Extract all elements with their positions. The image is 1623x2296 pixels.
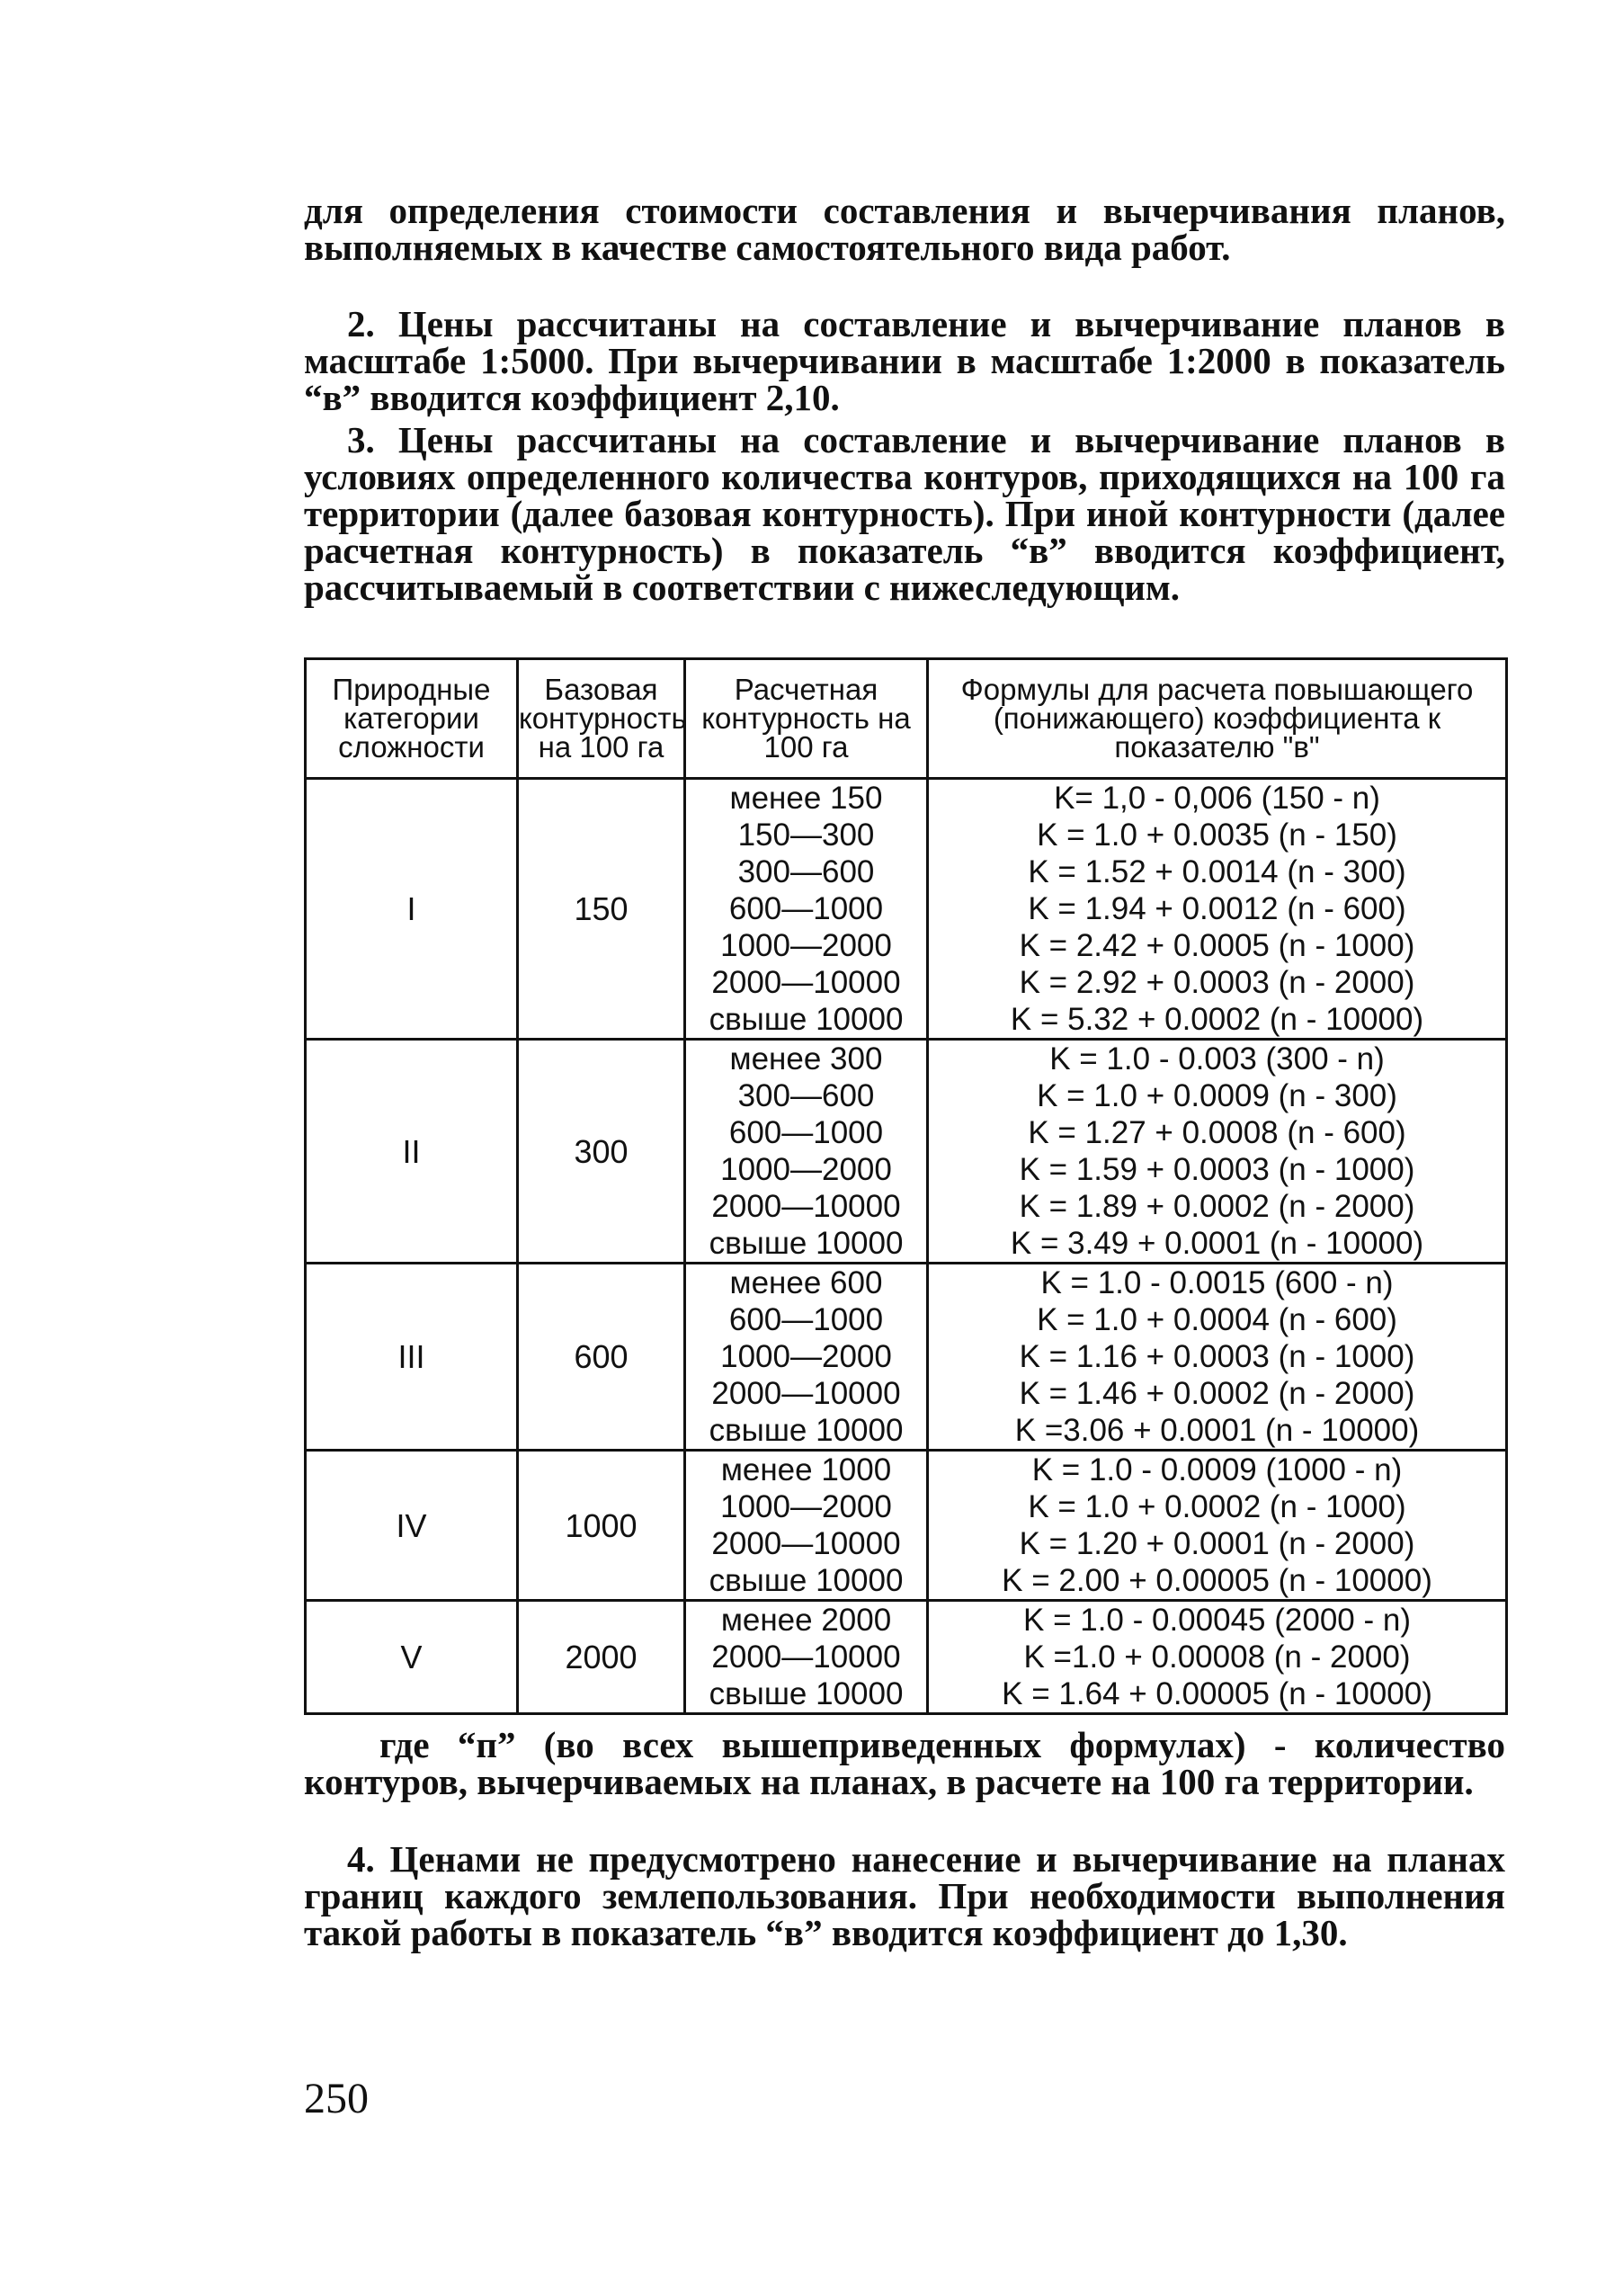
formula-cell: K = 1.0 - 0.0009 (1000 - n) xyxy=(928,1451,1507,1489)
table-body xyxy=(306,779,1507,1714)
category-cell: III xyxy=(306,1264,518,1451)
formula-cell: K = 1.0 + 0.0035 (n - 150) xyxy=(928,817,1507,853)
category-cell: I xyxy=(306,779,518,1040)
table-row xyxy=(306,1040,1507,1078)
paragraph-item-4: 4. Ценами не предусмотрено нанесение и вычерчивание на планах границ каждого землепользования. При необходимости выполнения такой работы в показатель “в” вводится коэффициент до 1,30. xyxy=(304,1838,1505,1953)
formula-cell: K = 2.00 + 0.00005 (n - 10000) xyxy=(928,1562,1507,1601)
paragraph-item-3: 3. Цены рассчитаны на составление и вычерчивание планов в условиях определенного количества контуров, приходящихся на 100 га территории (далее базовая контурность). При иной контурности (далее расчетная контурность) в показатель “в” вводится коэффициент, рассчитываемый в соответствии с нижеследующим. xyxy=(304,419,1505,608)
table-row xyxy=(306,1451,1507,1489)
calc-contour-cell: 1000—2000 xyxy=(685,927,928,964)
calc-contour-cell: 1000—2000 xyxy=(685,1151,928,1188)
formula-cell: K = 1.16 + 0.0003 (n - 1000) xyxy=(928,1338,1507,1375)
formula-cell: K = 1.0 + 0.0009 (n - 300) xyxy=(928,1077,1507,1114)
calc-contour-cell: 2000—10000 xyxy=(685,1639,928,1675)
base-contour-cell: 1000 xyxy=(518,1451,685,1601)
header-formula: Формулы для расчета повышающего (понижающего) коэффициента к показателю "в" xyxy=(928,659,1507,779)
calc-contour-cell: 2000—10000 xyxy=(685,1375,928,1412)
calc-contour-cell: 2000—10000 xyxy=(685,964,928,1001)
table-header-row xyxy=(306,659,1507,779)
formula-cell: K = 2.92 + 0.0003 (n - 2000) xyxy=(928,964,1507,1001)
calc-contour-cell: свыше 10000 xyxy=(685,1001,928,1040)
formula-cell: K= 1,0 - 0,006 (150 - n) xyxy=(928,779,1507,817)
calc-contour-cell: 150—300 xyxy=(685,817,928,853)
calc-contour-cell: менее 300 xyxy=(685,1040,928,1078)
table-row xyxy=(306,1601,1507,1639)
page-number: 250 xyxy=(304,2075,369,2122)
formula-cell: K = 1.20 + 0.0001 (n - 2000) xyxy=(928,1525,1507,1562)
category-cell: IV xyxy=(306,1451,518,1601)
calc-contour-cell: менее 2000 xyxy=(685,1601,928,1639)
formula-cell: K = 1.0 - 0.0015 (600 - n) xyxy=(928,1264,1507,1302)
calc-contour-cell: менее 600 xyxy=(685,1264,928,1302)
formula-cell: K = 1.46 + 0.0002 (n - 2000) xyxy=(928,1375,1507,1412)
base-contour-cell: 600 xyxy=(518,1264,685,1451)
calc-contour-cell: свыше 10000 xyxy=(685,1225,928,1264)
header-category: Природные категории сложности xyxy=(306,659,518,779)
calc-contour-cell: 600—1000 xyxy=(685,1301,928,1338)
formula-cell: K = 1.59 + 0.0003 (n - 1000) xyxy=(928,1151,1507,1188)
header-calc-contour: Расчетная контурность на 100 га xyxy=(685,659,928,779)
calc-contour-cell: свыше 10000 xyxy=(685,1562,928,1601)
paragraph-intro: для определения стоимости составления и вычерчивания планов, выполняемых в качестве самостоятельного вида работ. xyxy=(304,190,1505,268)
calc-contour-cell: 300—600 xyxy=(685,1077,928,1114)
formula-cell: K =3.06 + 0.0001 (n - 10000) xyxy=(928,1412,1507,1451)
formula-cell: K = 5.32 + 0.0002 (n - 10000) xyxy=(928,1001,1507,1040)
calc-contour-cell: свыше 10000 xyxy=(685,1675,928,1714)
formula-cell: K = 1.27 + 0.0008 (n - 600) xyxy=(928,1114,1507,1151)
base-contour-cell: 300 xyxy=(518,1040,685,1264)
formula-cell: K = 2.42 + 0.0005 (n - 1000) xyxy=(928,927,1507,964)
calc-contour-cell: менее 1000 xyxy=(685,1451,928,1489)
base-contour-cell: 150 xyxy=(518,779,685,1040)
calc-contour-cell: свыше 10000 xyxy=(685,1412,928,1451)
calc-contour-cell: 2000—10000 xyxy=(685,1188,928,1225)
formula-cell: K = 1.0 + 0.0004 (n - 600) xyxy=(928,1301,1507,1338)
category-cell: II xyxy=(306,1040,518,1264)
formula-cell: K = 1.89 + 0.0002 (n - 2000) xyxy=(928,1188,1507,1225)
calc-contour-cell: 2000—10000 xyxy=(685,1525,928,1562)
formula-cell: K = 1.0 - 0.00045 (2000 - n) xyxy=(928,1601,1507,1639)
formula-cell: K =1.0 + 0.00008 (n - 2000) xyxy=(928,1639,1507,1675)
header-base-contour: Базовая контурность на 100 га xyxy=(518,659,685,779)
table-row xyxy=(306,779,1507,817)
paragraph-where-n: где “п” (во всех вышеприведенных формулах) - количество контуров, вычерчиваемых на планах, в расчете на 100 га территории. xyxy=(304,1724,1505,1802)
calc-contour-cell: 600—1000 xyxy=(685,890,928,927)
base-contour-cell: 2000 xyxy=(518,1601,685,1714)
formula-cell: K = 1.94 + 0.0012 (n - 600) xyxy=(928,890,1507,927)
formula-cell: K = 1.0 + 0.0002 (n - 1000) xyxy=(928,1488,1507,1525)
paragraph-item-2: 2. Цены рассчитаны на составление и вычерчивание планов в масштабе 1:5000. При вычерчивании в масштабе 1:2000 в показатель “в” вводится коэффициент 2,10. xyxy=(304,303,1505,418)
calc-contour-cell: 1000—2000 xyxy=(685,1338,928,1375)
table-row xyxy=(306,1264,1507,1302)
formula-cell: K = 1.64 + 0.00005 (n - 10000) xyxy=(928,1675,1507,1714)
formula-cell: K = 1.0 - 0.003 (300 - n) xyxy=(928,1040,1507,1078)
category-cell: V xyxy=(306,1601,518,1714)
formula-cell: K = 1.52 + 0.0014 (n - 300) xyxy=(928,853,1507,890)
formula-cell: K = 3.49 + 0.0001 (n - 10000) xyxy=(928,1225,1507,1264)
calc-contour-cell: 300—600 xyxy=(685,853,928,890)
calc-contour-cell: 600—1000 xyxy=(685,1114,928,1151)
calc-contour-cell: 1000—2000 xyxy=(685,1488,928,1525)
contour-coefficient-table xyxy=(304,657,1508,1715)
calc-contour-cell: менее 150 xyxy=(685,779,928,817)
